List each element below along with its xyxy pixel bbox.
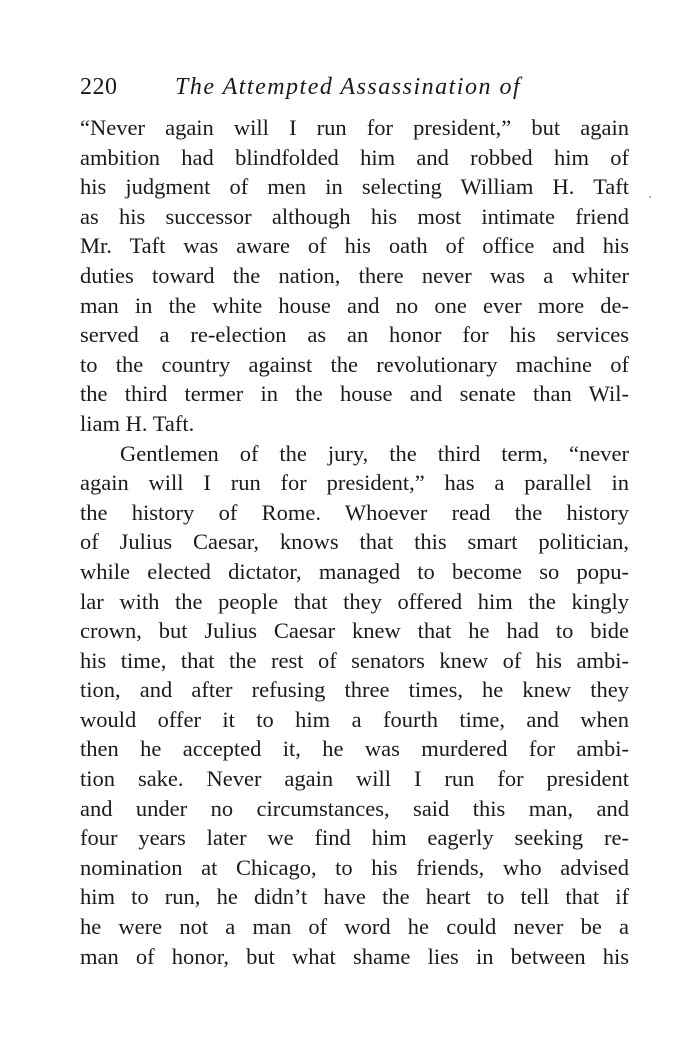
text-line: of Julius Caesar, knows that this smart politician, <box>80 529 629 555</box>
text-line: served a re-election as an honor for his services <box>80 322 629 348</box>
text-line: again will I run for president,” has a parallel in <box>80 470 629 496</box>
text-line: four years later we find him eagerly seeking re- <box>80 825 629 851</box>
text-line: man in the white house and no one ever more de- <box>80 292 629 318</box>
text-line: nomination at Chicago, to his friends, who advised <box>80 854 629 880</box>
text-line: ambition had blindfolded him and robbed him of <box>80 144 629 170</box>
text-line: to the country against the revolutionary machine of <box>80 351 629 377</box>
text-line: Gentlemen of the jury, the third term, “never <box>120 440 629 466</box>
body-text <box>80 113 629 971</box>
text-line: crown, but Julius Caesar knew that he had to bide <box>80 618 629 644</box>
running-title: The Attempted Assassination of <box>175 74 522 100</box>
page-number: 220 <box>80 74 118 100</box>
text-line: the history of Rome. Whoever read the history <box>80 499 629 525</box>
text-line: “Never again will I run for president,” but again <box>80 115 629 140</box>
text-line: liam H. Taft. <box>80 410 195 436</box>
text-line: and under no circumstances, said this man, and <box>80 795 629 821</box>
text-line: tion sake. Never again will I run for president <box>80 766 629 792</box>
text-line: man of honor, but what shame lies in between his <box>80 943 629 969</box>
text-line: duties toward the nation, there never was a whiter <box>80 262 629 288</box>
page-header <box>80 70 640 104</box>
text-line: he were not a man of word he could never be a <box>80 914 629 940</box>
text-line: Mr. Taft was aware of his oath of office and his <box>80 233 629 259</box>
text-line: lar with the people that they offered him the kingly <box>80 588 629 614</box>
text-line: the third termer in the house and senate than Wil- <box>80 381 629 407</box>
text-line: while elected dictator, managed to become so popu- <box>80 558 629 584</box>
text-line: as his successor although his most intimate friend <box>80 203 629 229</box>
text-line: his judgment of men in selecting William H. Taft <box>80 174 629 200</box>
text-line: his time, that the rest of senators knew of his ambi- <box>80 647 629 673</box>
text-line: would offer it to him a fourth time, and when <box>80 706 629 732</box>
text-line: then he accepted it, he was murdered for ambi- <box>80 736 629 762</box>
text-line: tion, and after refusing three times, he knew they <box>80 677 629 703</box>
text-line: him to run, he didn’t have the heart to tell that if <box>80 884 629 910</box>
print-speck <box>649 196 651 198</box>
